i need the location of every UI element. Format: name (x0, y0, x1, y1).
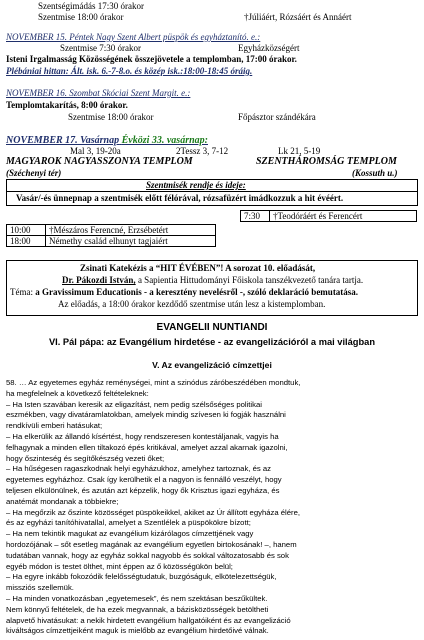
schedule-intention: Némethy család elhunyt tagjaiért (46, 236, 216, 247)
document-line: – Ha egyre inkább fokozódik felelősségtudatuk, buzgóságuk, elkötelezettségük, (6, 572, 277, 582)
rosary-note: Vasár/-és ünnepnap a szentmisék előtt félórával, rózsafüzért imádkozzuk a hit évéért. (16, 193, 344, 203)
document-line: ha megfelelnek a következő feltételeknek: (6, 388, 149, 398)
mass-time: Szentmise 7:30 órakor (60, 43, 141, 53)
document-line: teljesen elkülönülnek, és azután azt képzelik, hogy ők Krisztus igazi egyháza, és (6, 485, 280, 495)
section-heading: V. Az evangelizáció címzettjei (152, 360, 272, 370)
reading-first: Mal 3, 19-20a (70, 146, 121, 156)
sunday-date: NOVEMBER 17. Vasárnap (6, 135, 120, 146)
schedule-intention: †Teodóráért és Ferencért (270, 211, 417, 222)
lecture-speaker-title: a Sapientia Hittudományi Főiskola tanszékvezető tanára tartja. (137, 275, 364, 285)
sunday-feast: Évközi 33. vasárnap: (121, 135, 208, 146)
mass-intention: Egyházközségért (238, 43, 300, 53)
reading-second: 2Tessz 3, 7-12 (176, 146, 229, 156)
church-left-name: MAGYAROK NAGYASSZONYA TEMPLOM (6, 156, 193, 167)
document-line: 58. … Az egyetemes egyház reménységei, mint a szinódus záróbeszédében mondtuk, (6, 378, 301, 387)
mass-time: Szentmise 18:00 órakor (38, 12, 124, 22)
schedule-time: 18:00 (7, 236, 46, 247)
document-line: és az egyházi tanítóhivatallal, amelyet a Szentlélek a püspökökre bízott; (6, 518, 251, 528)
document-line: anatémát mondanak a többiekre; (6, 496, 119, 506)
lecture-topic: a Gravissimum Educationis - a keresztény nevelésről -, szóló deklaráció bemutatása. (35, 287, 359, 297)
lecture-speaker: Dr. Pákozdi István, (62, 275, 136, 285)
reading-gospel: Lk 21, 5-19 (278, 146, 321, 156)
schedule-title: Szentmisék rendje és ideje: (146, 180, 246, 190)
church-left-location: (Széchenyi tér) (6, 168, 62, 178)
lecture-speaker-line (62, 275, 363, 286)
document-line: hogy őszinteség és segítőkészség vezeti őket; (6, 453, 165, 463)
catechesis-line: Plébániai hittan: Ált. isk. 6.-7-8.o. és közép isk.:18:00-18:45 óráig. (6, 66, 253, 76)
mass-time: Szentmise 18:00 órakor (68, 112, 154, 122)
schedule-intention: †Mészáros Ferencné, Erzsébetért (46, 225, 216, 236)
event-line: Isteni Irgalmasság Közösségének összejövetele a templomban, 17:00 órakor. (6, 54, 297, 64)
document-line: alapvető hivatásukat: a nekik hirdetett evangélium hallgatóiként és az evangelizáció (6, 615, 291, 625)
document-line: rendkívüli emberi hatásukat; (6, 421, 103, 431)
table-row (7, 236, 216, 247)
day-heading-nov17 (6, 135, 208, 146)
document-line: tudatában vannak, hogy az egyház sokkal nagyobb és sokkal változatosabb és sok (6, 550, 289, 560)
lecture-topic-label: Téma: (10, 287, 33, 297)
cleaning-line: Templomtakarítás, 8:00 órakor. (6, 100, 128, 110)
church-right-location: (Kossuth u.) (352, 168, 398, 178)
day-heading-nov15: NOVEMBER 15. Péntek Nagy Szent Albert püspök és egyháztanító. e.: (6, 32, 261, 42)
lecture-topic-line (10, 287, 358, 298)
day-heading-nov16: NOVEMBER 16. Szombat Skóciai Szent Margit. e.: (6, 88, 191, 98)
document-line: – Ha hűségesen ragaszkodnak helyi egyházukhoz, amelyhez tartoznak, és az (6, 464, 271, 474)
document-body (6, 378, 420, 637)
document-line: missziós szellemük. (6, 583, 74, 593)
document-line: – Ha elkerülik az állandó kísértést, hogy rendszeresen kontestáljanak, vagyis ha (6, 431, 279, 441)
document-title: EVANGELII NUNTIANDI (156, 322, 268, 333)
document-subtitle: VI. Pál pápa: az Evangélium hirdetése - az evangelizációról a mai világban (48, 337, 376, 347)
schedule-time: 10:00 (7, 225, 46, 236)
document-line: kiváltságos címzettjeiként maguk is mielőbb az evangélium hirdetőivé válnak. (6, 626, 269, 636)
lecture-venue-line: Az előadás, a 18:00 órakor kezdődő szentmise után lesz a kistemplomban. (58, 299, 326, 309)
mass-intention: †Júliáért, Rózsáért és Annáért (244, 12, 352, 22)
document-line: – Ha minden vonatkozásban „egyetemesek”, és nem szektásan beszűkültek. (6, 593, 268, 603)
document-line: – Ha megőrzik az őszinte közösséget püspökeikkel, akiket az Úr állított egyháza élére, (6, 507, 300, 517)
church-right-name: SZENTHÁROMSÁG TEMPLOM (256, 156, 397, 167)
table-row (7, 225, 216, 236)
table-row (241, 211, 417, 222)
schedule-right-table (240, 210, 417, 222)
document-line: hordozójának – sőt esetleg magának az evangélium egyetlen birtokosának! –, hanem (6, 539, 297, 549)
mass-intention: Főpásztor szándékára (238, 112, 316, 122)
document-line: felhagynak a minden ellen tiltakozó épés kritikával, amelyet azzal akarnak igazolni, (6, 442, 288, 452)
schedule-left-table (6, 224, 216, 247)
document-line: Nem könnyű feltételek, de ha ezek megvannak, a bázisközösségek betöltheti (6, 604, 269, 614)
document-line: egyetemes egyházhoz. Csak így kerülhetik el a nagyon is fennálló veszélyt, hogy (6, 475, 282, 485)
schedule-time: 7:30 (241, 211, 270, 222)
adoration-line: Szentségimádás 17:30 órakor (38, 1, 144, 11)
document-line: – Ha nem tekintik magukat az evangélium kizárólagos címzettjének vagy (6, 529, 254, 539)
document-line: egyéb módon is testet ölthet, mint éppen az ő közösségükön belül; (6, 561, 233, 571)
lecture-title: Zsinati Katekézis a “HIT ÉVÉBEN”! A sorozat 10. előadását, (80, 263, 316, 273)
document-line: eszmékben, vagy divatáramlatokban, amelyek mindig szívesen ki fogják használni (6, 410, 286, 420)
document-line: – Ha Isten szavában keresik az eligazítást, nem pedig szélsőséges politikai (6, 399, 262, 409)
